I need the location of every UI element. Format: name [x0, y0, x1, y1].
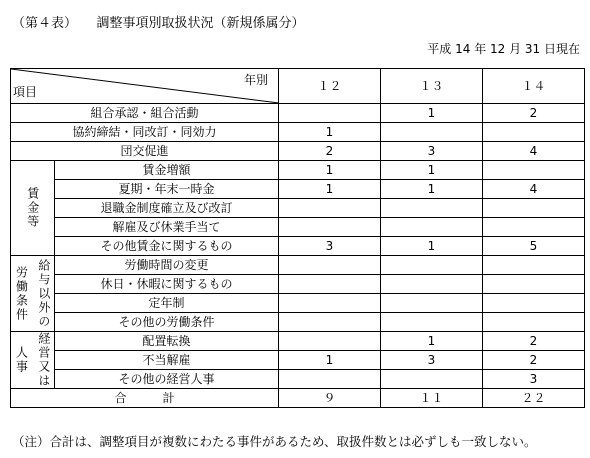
value-cell [279, 104, 381, 123]
value-cell: 1 [381, 180, 483, 199]
value-cell: 2 [483, 104, 585, 123]
table-row [11, 218, 585, 237]
total-value: １１ [381, 389, 483, 408]
value-cell [483, 256, 585, 275]
row-label: 解雇及び休業手当て [55, 218, 279, 237]
total-value: ２２ [483, 389, 585, 408]
item-header-label: 項目 [13, 85, 38, 99]
value-cell: 1 [381, 161, 483, 180]
group-labor-text-b: 給与以外の [36, 258, 51, 329]
value-cell [381, 256, 483, 275]
value-cell: 1 [381, 332, 483, 351]
value-cell [279, 294, 381, 313]
table-row [11, 332, 585, 351]
total-row [11, 389, 585, 408]
table-row [11, 256, 585, 275]
row-label: 組合承認・組合活動 [11, 104, 279, 123]
value-cell: 1 [279, 351, 381, 370]
row-label: 配置転換 [55, 332, 279, 351]
value-cell: 1 [279, 161, 381, 180]
footnote: （注）合計は、調整項目が複数にわたる事件があるため、取扱件数とは必ずしも一致しない。 [12, 434, 537, 449]
value-cell: 3 [279, 237, 381, 256]
table-row [11, 370, 585, 389]
value-cell [381, 218, 483, 237]
table-row [11, 275, 585, 294]
value-cell [279, 275, 381, 294]
group-labor-text-a: 労働条件 [14, 265, 29, 322]
value-cell [483, 161, 585, 180]
value-cell [483, 313, 585, 332]
year-14-header: １４ [483, 69, 585, 104]
row-label: 不当解雇 [55, 351, 279, 370]
table-row [11, 123, 585, 142]
row-label: 団交促進 [11, 142, 279, 161]
group-wage-text: 賃金等 [25, 187, 40, 229]
value-cell [381, 123, 483, 142]
row-label: 休日・休暇に関するもの [55, 275, 279, 294]
value-cell [279, 256, 381, 275]
table-row [11, 313, 585, 332]
adjustment-items-table [10, 68, 585, 408]
table-row [11, 180, 585, 199]
value-cell [381, 275, 483, 294]
value-cell: 3 [483, 370, 585, 389]
value-cell: 3 [381, 351, 483, 370]
value-cell: 2 [279, 142, 381, 161]
header-corner-cell [11, 69, 279, 104]
value-cell [381, 313, 483, 332]
year-12-header: １２ [279, 69, 381, 104]
row-label: その他賃金に関するもの [55, 237, 279, 256]
value-cell [279, 370, 381, 389]
value-cell [483, 218, 585, 237]
group-labor-label [11, 256, 55, 332]
row-label: 賃金増額 [55, 161, 279, 180]
value-cell [279, 199, 381, 218]
table-row [11, 142, 585, 161]
diagonal-line [11, 69, 279, 103]
value-cell: 4 [483, 142, 585, 161]
group-personnel-text-a: 人事 [14, 346, 29, 374]
value-cell: 1 [279, 123, 381, 142]
value-cell [279, 332, 381, 351]
as-of-date: 平成 14 年 12 月 31 日現在 [427, 42, 580, 56]
value-cell: 2 [483, 351, 585, 370]
row-label: 協約締結・同改訂・同効力 [11, 123, 279, 142]
table-row [11, 104, 585, 123]
year-13-header: １３ [381, 69, 483, 104]
row-label: 夏期・年末一時金 [55, 180, 279, 199]
group-wage-label [11, 161, 55, 256]
table-row [11, 351, 585, 370]
total-value: ９ [279, 389, 381, 408]
value-cell: 4 [483, 180, 585, 199]
value-cell [279, 218, 381, 237]
value-cell: 1 [279, 180, 381, 199]
row-label: その他の労働条件 [55, 313, 279, 332]
table-row [11, 161, 585, 180]
value-cell [381, 199, 483, 218]
value-cell: 2 [483, 332, 585, 351]
table-row [11, 294, 585, 313]
total-label: 合 計 [11, 389, 279, 408]
row-label: 労働時間の変更 [55, 256, 279, 275]
row-label: 定年制 [55, 294, 279, 313]
value-cell [483, 275, 585, 294]
header-row [11, 69, 585, 104]
year-header-label: 年別 [243, 73, 268, 87]
table-row [11, 237, 585, 256]
value-cell [483, 294, 585, 313]
value-cell [279, 313, 381, 332]
row-label: 退職金制度確立及び改訂 [55, 199, 279, 218]
row-label: その他の経営人事 [55, 370, 279, 389]
value-cell [381, 370, 483, 389]
value-cell [483, 199, 585, 218]
value-cell: 5 [483, 237, 585, 256]
value-cell [381, 294, 483, 313]
table-title: （第４表） 調整事項別取扱状況（新規係属分） [12, 16, 305, 31]
group-personnel-text-b: 経営又は [36, 332, 51, 388]
group-personnel-label [11, 332, 55, 389]
value-cell: 3 [381, 142, 483, 161]
value-cell: 1 [381, 104, 483, 123]
value-cell [483, 123, 585, 142]
value-cell: 1 [381, 237, 483, 256]
table-row [11, 199, 585, 218]
